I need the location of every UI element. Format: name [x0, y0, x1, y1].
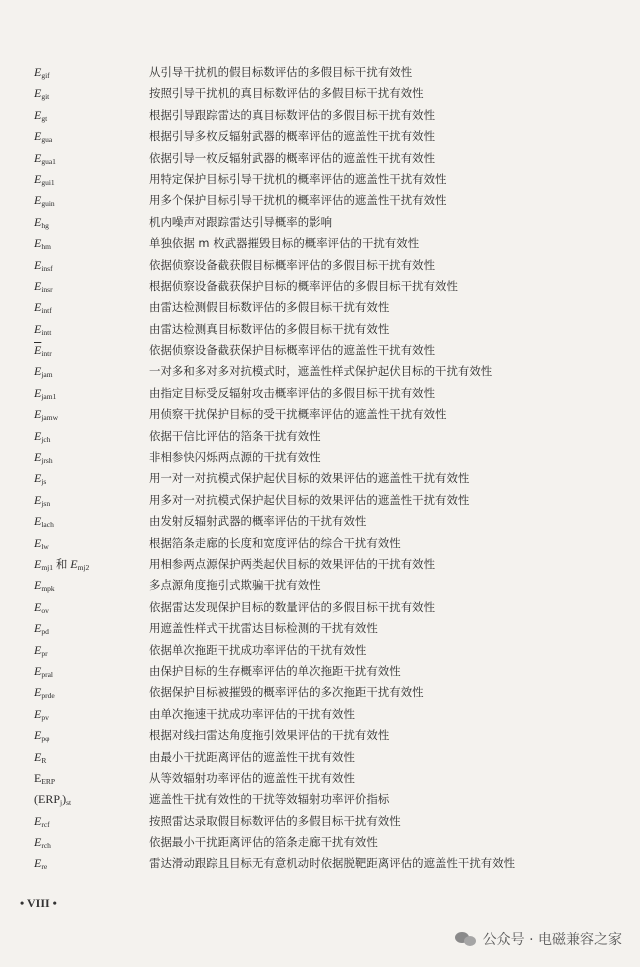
list-item [34, 682, 634, 703]
description: 按照引导干扰机的真目标数评估的多假目标干扰有效性 [149, 86, 424, 101]
description: 由最小干扰距离评估的遮盖性干扰有效性 [149, 749, 355, 764]
list-item [34, 105, 634, 126]
list-item [34, 447, 634, 468]
symbol: $E_{ERP}$ [34, 770, 56, 786]
symbol: $E_{jrsh}$ [34, 450, 53, 466]
list-item [34, 383, 634, 404]
symbol: $E_{hm}$ [34, 236, 51, 252]
symbol: $E_{lach}$ [34, 514, 54, 530]
symbol: $E_{rcf}$ [34, 813, 50, 829]
symbol: $E_{rch}$ [34, 835, 51, 851]
description: 非相参快闪烁两点源的干扰有效性 [149, 450, 321, 465]
list-item [34, 490, 634, 511]
description: 根据箔条走廊的长度和宽度评估的综合干扰有效性 [149, 535, 401, 550]
description: 由雷达检测真目标数评估的多假目标干扰有效性 [149, 321, 390, 336]
list-item [34, 661, 634, 682]
symbol: $E_{gua}$ [34, 129, 53, 145]
list-item [34, 704, 634, 725]
symbol: $E_{intt}$ [34, 321, 52, 337]
symbol: $E_{intf}$ [34, 300, 52, 316]
description: 根据侦察设备截获保护目标的概率评估的多假目标干扰有效性 [149, 278, 458, 293]
list-item [34, 832, 634, 853]
description: 多点源角度拖引式欺骗干扰有效性 [149, 578, 321, 593]
description: 由指定目标受反辐射攻击概率评估的多假目标干扰有效性 [149, 385, 436, 400]
wechat-icon [455, 931, 477, 947]
description: 依据最小干扰距离评估的箔条走廊干扰有效性 [149, 835, 378, 850]
symbol: $E_{git}$ [34, 86, 50, 102]
symbol: $E_{jamw}$ [34, 407, 59, 423]
list-item [34, 233, 634, 254]
description: 依据保护目标被摧毁的概率评估的多次拖距干扰有效性 [149, 685, 424, 700]
description: 用多对一对抗模式保护起伏目标的效果评估的遮盖性干扰有效性 [149, 492, 470, 507]
description: 根据对线扫雷达角度拖引效果评估的干扰有效性 [149, 728, 390, 743]
list-item [34, 725, 634, 746]
symbol: $E_{pr}$ [34, 642, 48, 658]
list-item [34, 212, 634, 233]
symbol: $E_{lw}$ [34, 535, 49, 551]
symbol: $\overline{E}_{intr}$ [34, 343, 52, 359]
list-item [34, 297, 634, 318]
description: 用特定保护目标引导干扰机的概率评估的遮盖性干扰有效性 [149, 171, 447, 186]
watermark-text: 公众号 · 电磁兼容之家 [482, 932, 622, 948]
list-item [34, 468, 634, 489]
description: 由保护目标的生存概率评估的单次拖距干扰有效性 [149, 663, 401, 678]
symbol: $E_{gui1}$ [34, 171, 55, 187]
description: 根据引导多枚反辐射武器的概率评估的遮盖性干扰有效性 [149, 129, 436, 144]
symbol: $E_{jch}$ [34, 428, 51, 444]
description: 机内噪声对跟踪雷达引导概率的影响 [149, 214, 333, 229]
symbol: $E_{insr}$ [34, 278, 53, 294]
description: 用遮盖性样式干扰雷达目标检测的干扰有效性 [149, 621, 378, 636]
symbol: $E_{pd}$ [34, 621, 49, 637]
symbol-list [34, 62, 634, 875]
symbol: $E_{pv}$ [34, 706, 49, 722]
symbol: $E_{gua1}$ [34, 150, 56, 166]
list-item [34, 789, 634, 810]
symbol: $E_{mpk}$ [34, 578, 55, 594]
description: 依据引导一枚反辐射武器的概率评估的遮盖性干扰有效性 [149, 150, 436, 165]
list-item [34, 811, 634, 832]
symbol: $E_{hg}$ [34, 214, 49, 230]
symbol: $E_{jsn}$ [34, 492, 51, 508]
symbol: $E_{p\varphi}$ [34, 728, 50, 744]
description: 遮盖性干扰有效性的干扰等效辐射功率评价指标 [149, 792, 390, 807]
symbol: $E_{mj1}$ 和 $E_{mj2}$ [34, 556, 90, 572]
list-item [34, 426, 634, 447]
description: 依据侦察设备截获保护目标概率评估的遮盖性干扰有效性 [149, 343, 436, 358]
description: 从引导干扰机的假目标数评估的多假目标干扰有效性 [149, 65, 413, 79]
symbol: $E_{gt}$ [34, 107, 48, 123]
description: 雷达滑动跟踪且目标无有意机动时依据脱靶距离评估的遮盖性干扰有效性 [149, 856, 516, 871]
page-number: • VIII • [20, 896, 57, 910]
description: 从等效辐射功率评估的遮盖性干扰有效性 [149, 770, 355, 785]
list-item [34, 554, 634, 575]
symbol: $E_{gif}$ [34, 65, 50, 80]
list-item [34, 190, 634, 211]
list-item [34, 62, 634, 83]
symbol: $E_{re}$ [34, 856, 48, 872]
symbol: $E_{ov}$ [34, 599, 49, 615]
description: 用多个保护目标引导干扰机的概率评估的遮盖性干扰有效性 [149, 193, 447, 208]
symbol: $(ERP_j)_{st}$ [34, 792, 72, 808]
list-item [34, 640, 634, 661]
list-item [34, 126, 634, 147]
description: 按照雷达录取假目标数评估的多假目标干扰有效性 [149, 813, 401, 828]
description: 由发射反辐射武器的概率评估的干扰有效性 [149, 514, 367, 529]
description: 用相参两点源保护两类起伏目标的效果评估的干扰有效性 [149, 556, 436, 571]
list-item [34, 361, 634, 382]
description: 依据雷达发现保护目标的数量评估的多假目标干扰有效性 [149, 599, 436, 614]
symbol: $E_R$ [34, 749, 47, 765]
description: 根据引导跟踪雷达的真目标数评估的多假目标干扰有效性 [149, 107, 436, 122]
list-item [34, 276, 634, 297]
watermark [455, 929, 622, 949]
list-item [34, 511, 634, 532]
symbol: $E_{insf}$ [34, 257, 53, 273]
list-item [34, 597, 634, 618]
description: 由雷达检测假目标数评估的多假目标干扰有效性 [149, 300, 390, 315]
symbol: $E_{jam}$ [34, 364, 53, 380]
description: 依据干信比评估的箔条干扰有效性 [149, 428, 321, 443]
description: 依据单次拖距干扰成功率评估的干扰有效性 [149, 642, 367, 657]
list-item [34, 747, 634, 768]
list-item [34, 255, 634, 276]
symbol: $E_{prde}$ [34, 685, 55, 701]
list-item [34, 83, 634, 104]
list-item [34, 148, 634, 169]
list-item [34, 340, 634, 361]
description: 用侦察干扰保护目标的受干扰概率评估的遮盖性干扰有效性 [149, 407, 447, 422]
list-item [34, 575, 634, 596]
list-item [34, 618, 634, 639]
list-item [34, 319, 634, 340]
description: 由单次拖速干扰成功率评估的干扰有效性 [149, 706, 355, 721]
list-item [34, 169, 634, 190]
symbol: $E_{js}$ [34, 471, 47, 487]
list-item [34, 404, 634, 425]
symbol: $E_{jam1}$ [34, 385, 57, 401]
list-item [34, 853, 634, 874]
description: 依据侦察设备截获假目标概率评估的多假目标干扰有效性 [149, 257, 436, 272]
list-item [34, 533, 634, 554]
description: 单独依据 m 枚武器摧毁目标的概率评估的干扰有效性 [149, 236, 420, 251]
description: 一对多和多对多对抗模式时，遮盖性样式保护起伏目标的干扰有效性 [149, 364, 493, 379]
symbol: $E_{pral}$ [34, 663, 54, 679]
symbol: $E_{guin}$ [34, 193, 55, 209]
list-item [34, 768, 634, 789]
description: 用一对一对抗模式保护起伏目标的效果评估的遮盖性干扰有效性 [149, 471, 470, 486]
